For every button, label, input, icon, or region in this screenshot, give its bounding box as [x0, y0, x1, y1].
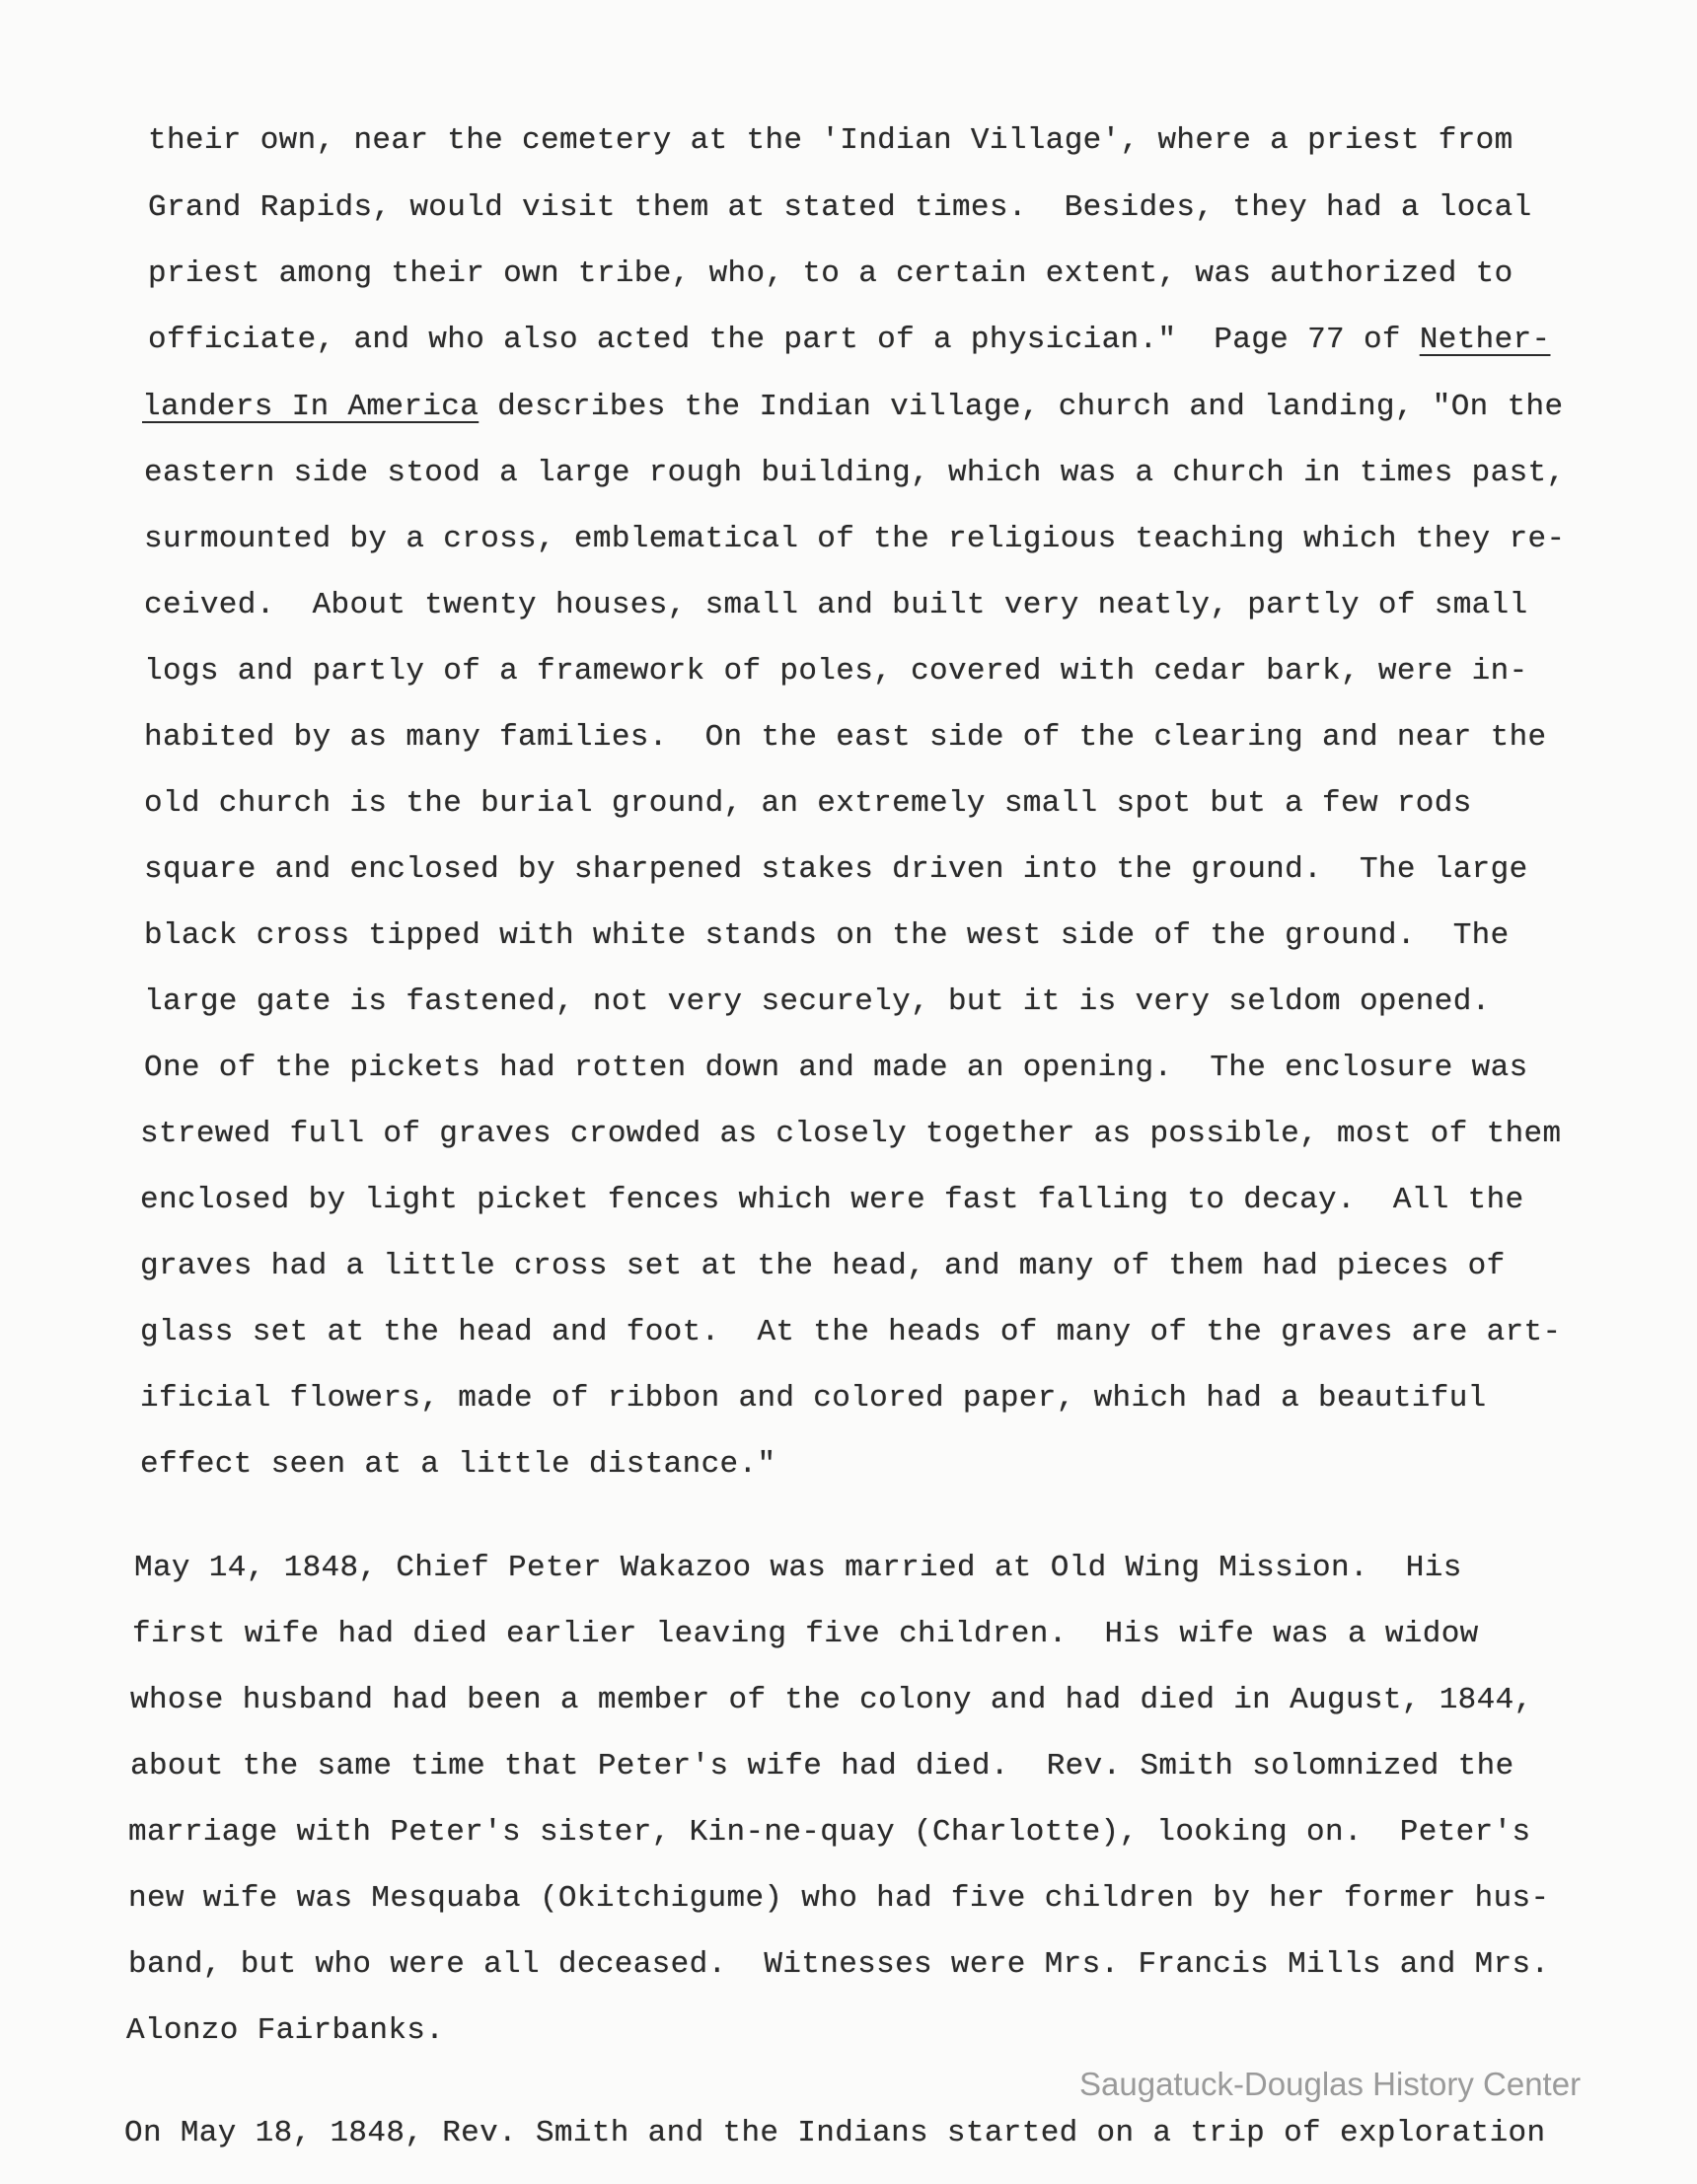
text-line: ificial flowers, made of ribbon and colored paper, which had a beautiful	[140, 1381, 1487, 1416]
text-line: surmounted by a cross, emblematical of the religious teaching which they re-	[144, 522, 1566, 556]
text-line: Alonzo Fairbanks.	[126, 2013, 445, 2048]
text-line	[142, 388, 1563, 427]
text-line: ceived. About twenty houses, small and built very neatly, partly of small	[144, 588, 1528, 622]
archive-watermark: Saugatuck-Douglas History Center	[1079, 2066, 1582, 2102]
text-line: enclosed by light picket fences which were fast falling to decay. All the	[140, 1183, 1524, 1217]
text-line: Grand Rapids, would visit them at stated times. Besides, they had a local	[148, 190, 1532, 225]
text-line: their own, near the cemetery at the 'Indian Village', where a priest from	[148, 123, 1513, 158]
text-line: first wife had died earlier leaving five children. His wife was a widow	[132, 1617, 1479, 1651]
text-line: logs and partly of a framework of poles, covered with cedar bark, were in-	[144, 654, 1528, 689]
text-line: large gate is fastened, not very securely, but it is very seldom opened.	[144, 984, 1491, 1019]
text-line: band, but who were all deceased. Witnesses were Mrs. Francis Mills and Mrs.	[128, 1947, 1550, 1982]
text-line: black cross tipped with white stands on the west side of the ground. The	[144, 918, 1510, 953]
text-segment: describes the Indian village, church and landing, "On the	[479, 390, 1564, 424]
book-title-part-2: landers In America	[142, 390, 480, 424]
text-line: priest among their own tribe, who, to a certain extent, was authorized to	[148, 256, 1513, 291]
text-line: strewed full of graves crowded as closely together as possible, most of them	[140, 1117, 1562, 1151]
book-title-part-1: Nether-	[1419, 323, 1551, 357]
text-line: square and enclosed by sharpened stakes driven into the ground. The large	[144, 852, 1528, 887]
text-line: marriage with Peter's sister, Kin-ne-quay (Charlotte), looking on. Peter's	[128, 1815, 1531, 1850]
text-line: May 14, 1848, Chief Peter Wakazoo was married at Old Wing Mission. His	[134, 1551, 1462, 1585]
text-line: effect seen at a little distance."	[140, 1447, 776, 1482]
text-line: graves had a little cross set at the head, and many of them had pieces of	[140, 1249, 1506, 1283]
text-line: eastern side stood a large rough building, which was a church in times past,	[144, 456, 1566, 490]
text-line	[148, 321, 1550, 360]
text-segment: officiate, and who also acted the part of a physician." Page 77 of	[148, 323, 1420, 357]
text-line: whose husband had been a member of the colony and had died in August, 1844,	[130, 1683, 1533, 1717]
text-line: One of the pickets had rotten down and made an opening. The enclosure was	[144, 1051, 1528, 1085]
text-line: habited by as many families. On the east side of the clearing and near the	[144, 720, 1547, 755]
text-line: glass set at the head and foot. At the heads of many of the graves are art-	[140, 1315, 1562, 1349]
text-line: new wife was Mesquaba (Okitchigume) who had five children by her former hus-	[128, 1881, 1550, 1916]
text-line: about the same time that Peter's wife had died. Rev. Smith solomnized the	[130, 1749, 1514, 1784]
text-line: old church is the burial ground, an extremely small spot but a few rods	[144, 786, 1472, 821]
text-line: On May 18, 1848, Rev. Smith and the Indians started on a trip of exploration	[124, 2116, 1546, 2150]
